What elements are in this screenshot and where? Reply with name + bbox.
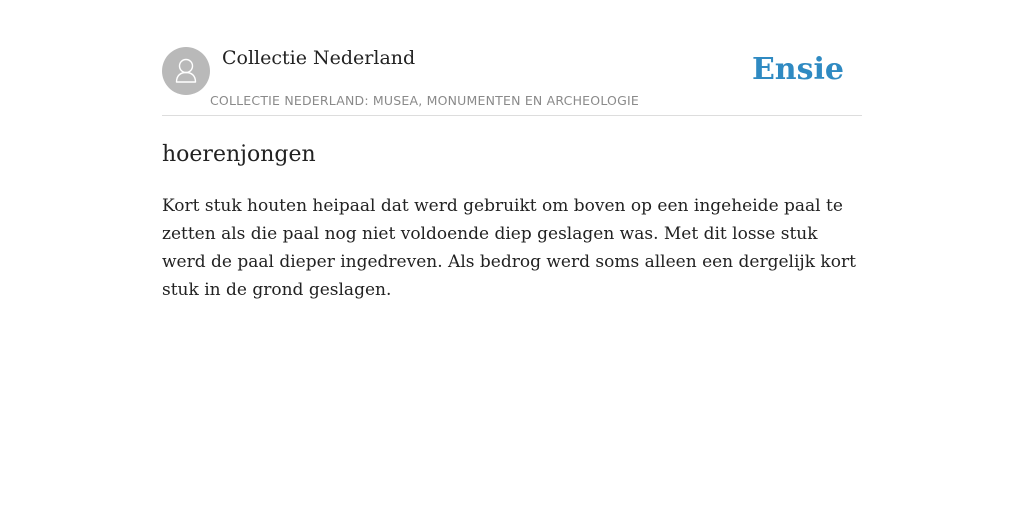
brand-logo[interactable]: Ensie [751,52,844,87]
entry-card [162,46,862,304]
author-avatar[interactable] [162,47,210,95]
entry-header [162,46,862,116]
source-label[interactable]: COLLECTIE NEDERLAND: MUSEA, MONUMENTEN EN ARCHEOLOGIE [210,93,639,108]
entry-definition: Kort stuk houten heipaal dat werd gebruikt om boven op een ingeheide paal te zetten als die paal nog niet voldoende diep geslagen was. Met dit losse stuk werd de paal dieper ingedreven. Als bedrog werd soms alleen een dergelijk kort stuk in de grond geslagen. [162,196,856,300]
entry-term: hoerenjongen [162,142,316,167]
author-name[interactable]: Collectie Nederland [222,47,416,69]
user-avatar-icon [162,47,210,95]
